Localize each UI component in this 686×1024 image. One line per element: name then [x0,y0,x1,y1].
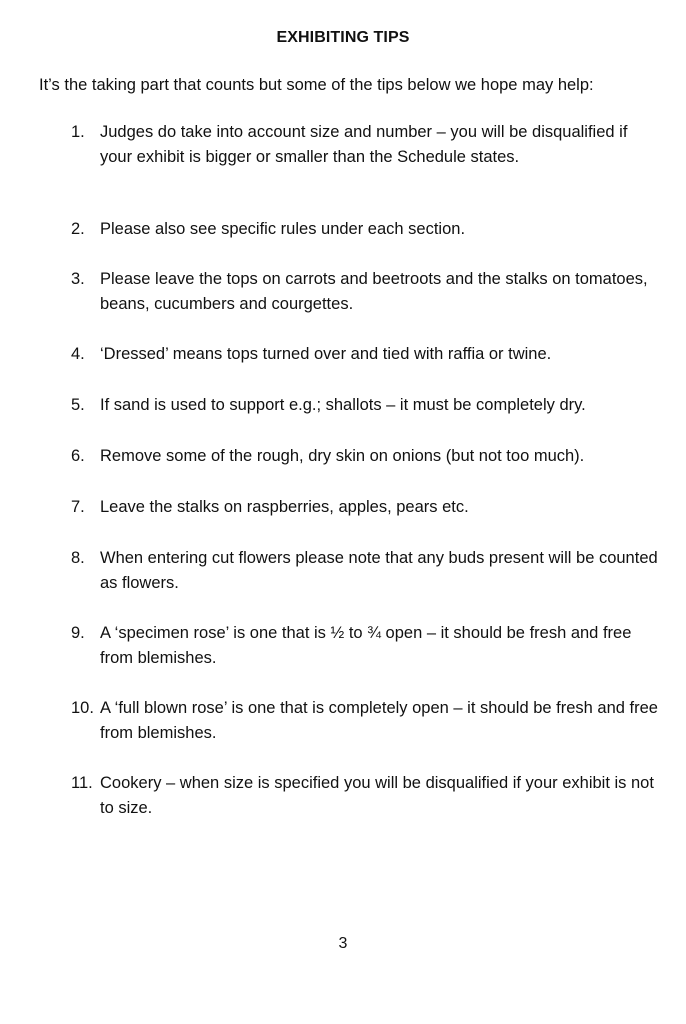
list-item-number: 2. [71,220,85,238]
page-number: 3 [338,935,348,952]
intro-paragraph: It’s the taking part that counts but some of the tips below we hope may help: [39,76,594,94]
list-item-text: ‘Dressed’ means tops turned over and tied with raffia or twine. [100,345,552,363]
list-item-number: 8. [71,549,85,567]
list-item-number: 7. [71,498,85,516]
page-title: EXHIBITING TIPS [276,29,410,46]
list-item-number: 11. [71,774,93,792]
list-item-text: Cookery – when size is specified you will be disqualified if your exhibit is not to size. [100,774,654,817]
list-item-text: Judges do take into account size and number – you will be disqualified if your exhibit is bigger or smaller than the Schedule states. [100,123,628,166]
list-item-text: Please leave the tops on carrots and beetroots and the stalks on tomatoes, beans, cucumbers and courgettes. [100,270,648,313]
list-item-number: 3. [71,270,85,288]
list-item-number: 9. [71,624,85,642]
list-item-number: 1. [71,123,85,141]
list-item-text: Leave the stalks on raspberries, apples, pears etc. [100,498,469,516]
list-item-text: A ‘specimen rose’ is one that is ½ to ¾ open – it should be fresh and free from blemishes. [100,624,632,667]
list-item-text: Please also see specific rules under each section. [100,220,466,238]
list-item-number: 4. [71,345,85,363]
list-item-text: When entering cut flowers please note that any buds present will be counted as flowers. [100,549,658,592]
list-item-number: 10. [71,699,94,717]
list-item-text: Remove some of the rough, dry skin on onions (but not too much). [100,447,585,465]
list-item-text: A ‘full blown rose’ is one that is completely open – it should be fresh and free from blemishes. [100,699,658,742]
list-item-number: 6. [71,447,85,465]
list-item-number: 5. [71,396,85,414]
list-item-text: If sand is used to support e.g.; shallots – it must be completely dry. [100,396,586,414]
